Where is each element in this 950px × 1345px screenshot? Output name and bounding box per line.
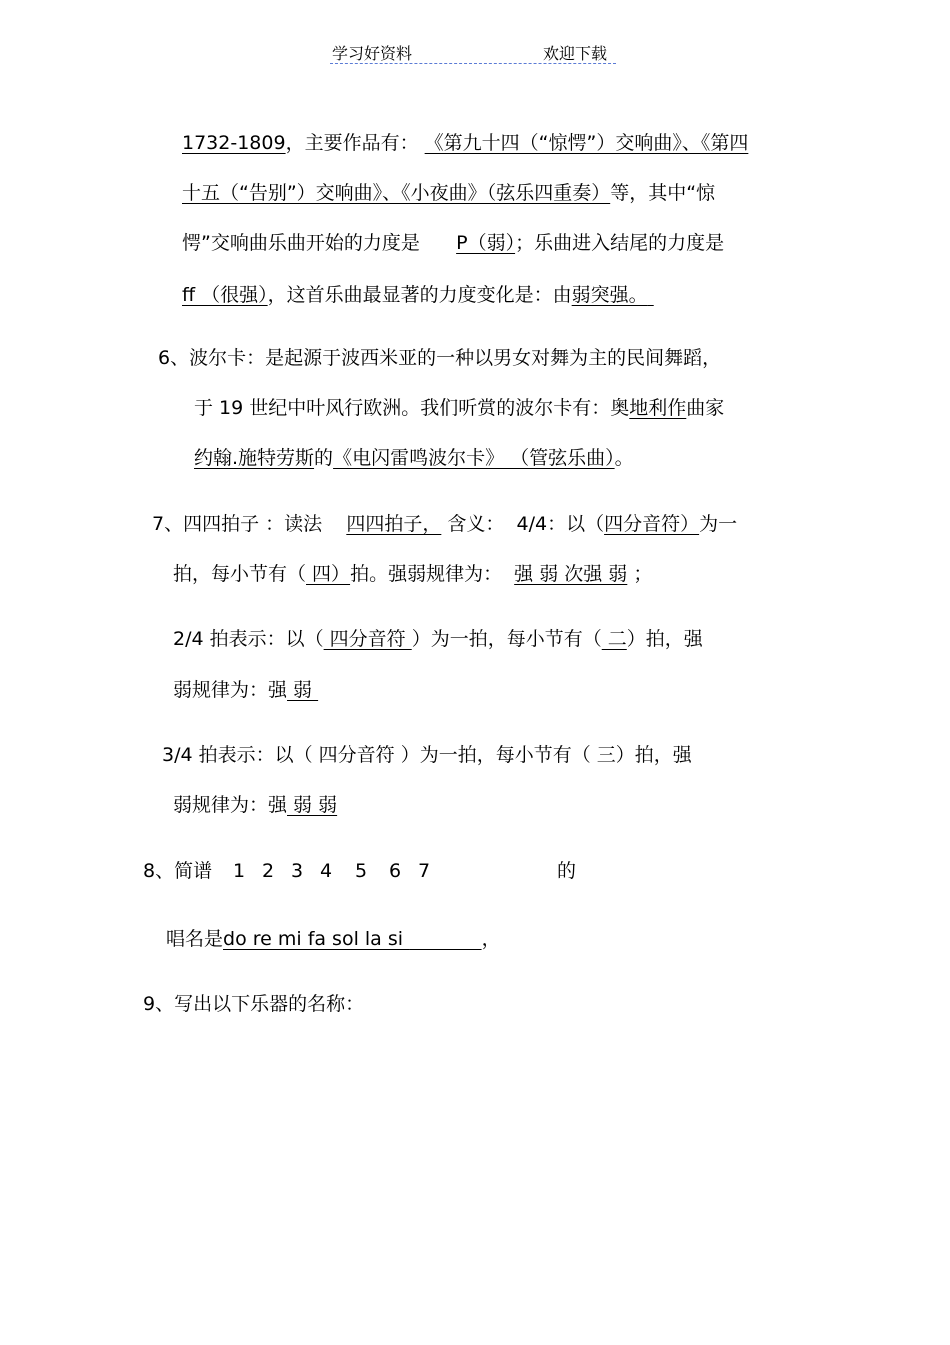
answer-polka: 《电闪雷鸣波尔卡》 （管弦乐曲） [333, 447, 615, 469]
text: ， [481, 928, 501, 950]
s7-line-2 [173, 562, 652, 586]
works-list: 《第九十四（“惊愕”）交响曲》、《第四 [424, 132, 749, 154]
answer-quarter-note: 四分音符） [604, 513, 700, 535]
answer-pattern-44: 强 弱 次强 弱 [514, 563, 628, 585]
s5-line-2 [182, 181, 715, 205]
text: 4/4：以（ [516, 513, 605, 535]
answer-pattern-24: 弱 [287, 679, 319, 701]
s7-line-5 [162, 743, 692, 767]
text: 的 [314, 447, 334, 469]
text: 弱规律为：强 [173, 794, 288, 816]
text: 弱规律为：强 [173, 679, 288, 701]
text: 。 [614, 447, 634, 469]
note-2: 2 [262, 860, 275, 882]
text: 等，其中“惊 [610, 182, 716, 204]
s6-line-3 [194, 446, 634, 470]
answer-quarter-24: 四分音符 [323, 628, 412, 650]
works-list-cont: 十五（“告别”）交响曲》、《小夜曲》（弦乐四重奏） [182, 182, 611, 204]
note-6: 6 [389, 860, 402, 882]
answer-pattern-34: 弱 弱 [287, 794, 338, 816]
note-3: 3 [291, 860, 304, 882]
text: 为一 [699, 513, 738, 535]
s5-line-1 [182, 131, 748, 155]
header-right-text: 欢迎下载 [543, 44, 608, 63]
text: 拍。强弱规律为： [350, 563, 503, 585]
text: ，这首乐曲最显著的力度变化是：由 [267, 284, 572, 306]
s6-line-1: 6、波尔卡：是起源于波西米亚的一种以男女对舞为主的民间舞蹈， [158, 347, 722, 369]
s5-line-3 [182, 231, 724, 255]
note-4: 4 [320, 860, 333, 882]
s9-line-1: 9、写出以下乐器的名称： [143, 993, 365, 1015]
answer-reading: 四四拍子， [346, 513, 442, 535]
s7-line-4 [173, 678, 318, 702]
text: ）为一拍，每小节有（ [411, 628, 602, 650]
s7-line-1 [152, 512, 737, 536]
answer-solfege: do re mi fa sol la si [223, 928, 410, 950]
s5-line-4 [182, 283, 654, 307]
haydn-dates: 1732-1809 [182, 132, 286, 154]
text: 2/4 拍表示：以（ [173, 628, 324, 650]
header-left-text: 学习好资料 [332, 44, 413, 63]
text: 于 19 世纪中叶风行欧洲。我们听赏的波尔卡有：奥 [194, 397, 630, 419]
answer-four: 四） [306, 563, 351, 585]
text: 四分音符 [318, 744, 395, 766]
answer-austria: 地利作 [629, 397, 687, 419]
s8-de: 的 [557, 860, 577, 882]
s8-line-2 [166, 927, 501, 951]
s6-line-2 [194, 396, 724, 420]
answer-ff: ff （很强） [182, 284, 268, 306]
text: 3/4 拍表示：以（ [162, 744, 313, 766]
text: 拍，每小节有（ [173, 563, 307, 585]
answer-composer: 约翰.施特劳斯 [194, 447, 315, 469]
s8-label: 8、简谱 [143, 860, 213, 882]
answer-change: 弱突强。 [571, 284, 648, 306]
answer-p: P（弱） [456, 232, 516, 254]
text: ；乐曲进入结尾的力度是 [515, 232, 725, 254]
note-5: 5 [355, 860, 368, 882]
answer-two: 二 [601, 628, 627, 650]
note-7: 7 [418, 860, 431, 882]
text: ）为一拍，每小节有（ [400, 744, 591, 766]
text: 愕”交响曲乐曲开始的力度是 [182, 232, 420, 254]
text: ）拍，强 [626, 628, 703, 650]
note-1: 1 [233, 860, 246, 882]
s7-line-3 [173, 627, 703, 651]
text: 曲家 [686, 397, 725, 419]
text: 唱名是 [166, 928, 224, 950]
header-dashed-rule [330, 63, 616, 64]
text: 7、四四拍子 ：读法 [152, 513, 323, 535]
text: 三）拍，强 [596, 744, 692, 766]
text: 含义： [447, 513, 505, 535]
text: ，主要作品有： [285, 132, 419, 154]
s7-line-6 [173, 793, 337, 817]
text: ； [633, 563, 653, 585]
